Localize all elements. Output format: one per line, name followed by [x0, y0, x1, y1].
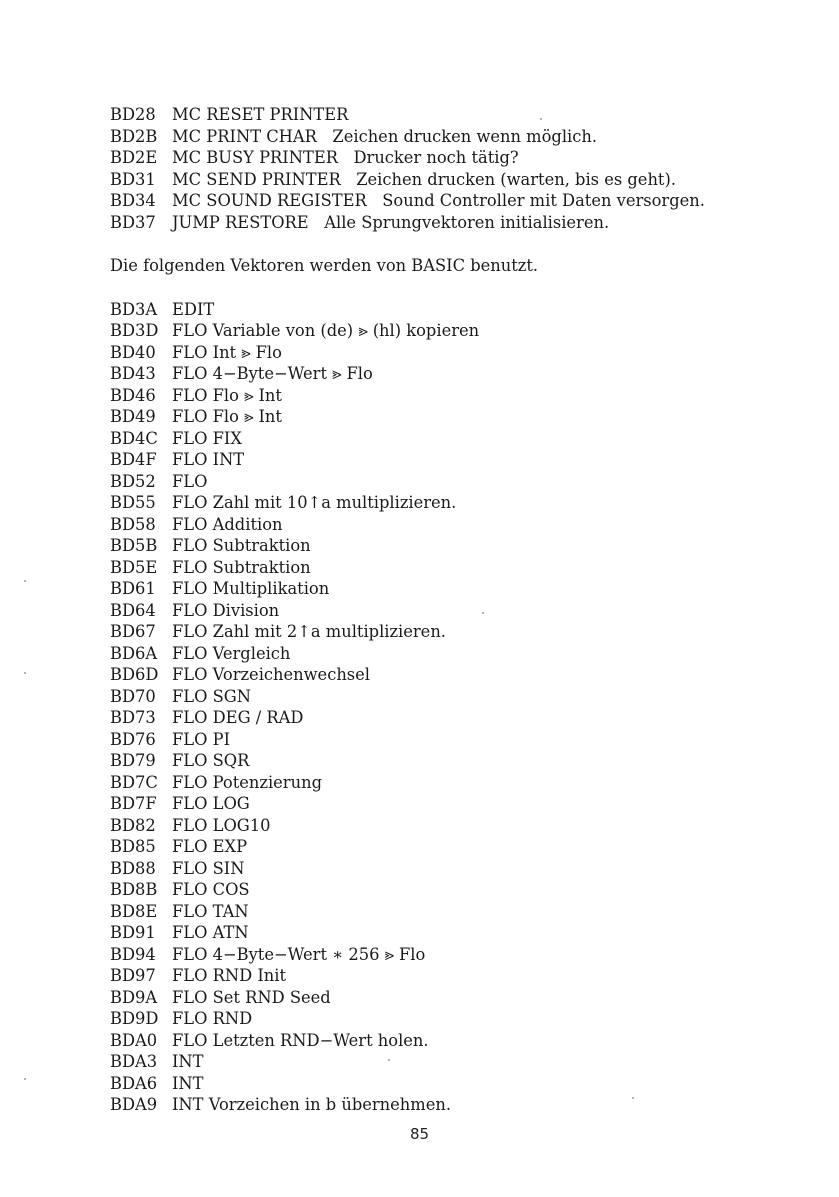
- vector-row: [110, 944, 810, 966]
- vector-address: BDA0: [110, 1030, 158, 1050]
- vector-address: BD43: [110, 364, 156, 383]
- page-number: 85: [409, 1125, 430, 1143]
- vector-row: [110, 965, 810, 987]
- vector-description: FLO Subtraktion: [172, 557, 311, 577]
- vector-row: [110, 987, 810, 1009]
- vector-description: MC BUSY PRINTER Drucker noch tätig?: [172, 148, 519, 167]
- vector-description: INT: [172, 1052, 204, 1071]
- vector-address: BD73: [110, 708, 156, 727]
- vector-row: [110, 212, 810, 234]
- scan-speck: [482, 612, 484, 614]
- vector-row: [110, 147, 810, 169]
- vector-description: FLO 4−Byte−Wert ⪢ Flo: [172, 364, 373, 383]
- vector-row: [110, 428, 810, 450]
- vector-description: FLO 4−Byte−Wert ∗ 256 ⪢ Flo: [172, 944, 426, 964]
- vector-description: FLO ATN: [172, 923, 249, 942]
- vector-description: MC SOUND REGISTER Sound Controller mit Daten versorgen.: [172, 191, 705, 210]
- intro-paragraph: Die folgenden Vektoren werden von BASIC benutzt.: [110, 256, 539, 275]
- vector-address: BD85: [110, 837, 156, 856]
- vector-address: BD31: [110, 169, 156, 189]
- vector-row: [110, 621, 810, 643]
- vector-row: [110, 901, 810, 923]
- vector-row: [110, 1051, 810, 1073]
- vector-description: FLO Multiplikation: [172, 579, 330, 598]
- vector-row: [110, 578, 810, 600]
- vector-row: [110, 750, 810, 772]
- vector-address: BD2E: [110, 148, 158, 167]
- vector-row: [110, 686, 810, 708]
- vector-address: BD3D: [110, 321, 159, 340]
- vector-description: FLO Vorzeichenwechsel: [172, 665, 370, 684]
- vector-address: BD67: [110, 622, 156, 641]
- vector-address: BD97: [110, 966, 156, 985]
- scan-speck: [632, 1097, 634, 1099]
- vector-row: [110, 299, 810, 321]
- vector-description: FLO Flo ⪢ Int: [172, 385, 282, 405]
- vector-address: BD6D: [110, 665, 159, 684]
- vector-row: [110, 449, 810, 471]
- vector-address: BD5B: [110, 536, 158, 555]
- vector-description: INT: [172, 1073, 204, 1093]
- vector-row: [110, 1094, 810, 1116]
- vector-description: FLO Int ⪢ Flo: [172, 342, 282, 362]
- vector-row: [110, 1008, 810, 1030]
- vector-address: BDA6: [110, 1073, 158, 1093]
- vector-row: [110, 320, 810, 342]
- vector-address: BD4F: [110, 450, 157, 469]
- vector-description: FLO INT: [172, 450, 245, 469]
- vector-row: [110, 879, 810, 901]
- vector-address: BD49: [110, 407, 156, 426]
- vector-address: BD64: [110, 600, 156, 620]
- vector-row: [110, 793, 810, 815]
- vector-table-printer: [110, 104, 810, 233]
- vector-description: FLO SQR: [172, 751, 250, 770]
- vector-address: BD82: [110, 815, 156, 835]
- vector-row: [110, 1073, 810, 1095]
- vector-row: [110, 363, 810, 385]
- vector-address: BD70: [110, 686, 156, 706]
- vector-description: FLO TAN: [172, 901, 249, 921]
- vector-description: FLO Potenzierung: [172, 772, 322, 792]
- vector-row: [110, 858, 810, 880]
- vector-description: FLO RND Init: [172, 966, 287, 985]
- vector-row: [110, 664, 810, 686]
- vector-description: MC RESET PRINTER: [172, 105, 349, 124]
- vector-row: [110, 406, 810, 428]
- vector-address: BDA3: [110, 1052, 158, 1071]
- vector-address: BD58: [110, 514, 156, 534]
- scan-speck: [24, 672, 26, 674]
- vector-address: BD28: [110, 105, 156, 124]
- vector-description: FLO Flo ⪢ Int: [172, 407, 282, 426]
- vector-description: FLO LOG: [172, 794, 250, 813]
- vector-row: [110, 190, 810, 212]
- vector-row: [110, 1030, 810, 1052]
- vector-address: BDA9: [110, 1095, 158, 1114]
- vector-address: BD61: [110, 579, 156, 598]
- vector-description: FLO SIN: [172, 858, 245, 878]
- vector-address: BD34: [110, 191, 156, 210]
- scan-speck: [540, 118, 542, 120]
- vector-description: FLO Variable von (de) ⪢ (hl) kopieren: [172, 321, 480, 340]
- vector-description: EDIT: [172, 299, 215, 319]
- vector-row: [110, 643, 810, 665]
- vector-description: FLO Zahl mit 2↑a multiplizieren.: [172, 622, 446, 641]
- vector-row: [110, 342, 810, 364]
- vector-row: [110, 815, 810, 837]
- vector-row: [110, 772, 810, 794]
- vector-description: FLO: [172, 471, 208, 491]
- vector-description: FLO Set RND Seed: [172, 987, 331, 1007]
- vector-description: FLO EXP: [172, 837, 248, 856]
- vector-address: BD37: [110, 212, 156, 232]
- vector-description: FLO DEG / RAD: [172, 708, 304, 727]
- vector-address: BD5E: [110, 557, 158, 577]
- vector-address: BD9A: [110, 987, 158, 1007]
- vector-row: [110, 535, 810, 557]
- vector-address: BD46: [110, 385, 156, 405]
- vector-address: BD76: [110, 729, 156, 749]
- vector-address: BD3A: [110, 299, 158, 319]
- vector-description: JUMP RESTORE Alle Sprungvektoren initialisieren.: [172, 212, 610, 232]
- vector-row: [110, 492, 810, 514]
- vector-description: MC PRINT CHAR Zeichen drucken wenn möglich.: [172, 126, 598, 146]
- vector-description: FLO Zahl mit 10↑a multiplizieren.: [172, 493, 457, 512]
- vector-address: BD52: [110, 471, 156, 491]
- vector-table-basic: [110, 299, 810, 1116]
- page-content: [110, 104, 810, 1116]
- vector-description: FLO FIX: [172, 428, 242, 448]
- vector-row: [110, 922, 810, 944]
- vector-description: FLO RND: [172, 1009, 253, 1028]
- vector-row: [110, 104, 810, 126]
- vector-description: FLO Addition: [172, 514, 283, 534]
- vector-address: BD8E: [110, 901, 158, 921]
- vector-description: FLO Letzten RND−Wert holen.: [172, 1030, 429, 1050]
- vector-address: BD40: [110, 342, 156, 362]
- vector-address: BD4C: [110, 428, 158, 448]
- vector-description: MC SEND PRINTER Zeichen drucken (warten, bis es geht).: [172, 169, 676, 189]
- vector-row: [110, 385, 810, 407]
- vector-address: BD94: [110, 944, 156, 964]
- vector-row: [110, 126, 810, 148]
- vector-row: [110, 169, 810, 191]
- vector-row: [110, 729, 810, 751]
- vector-address: BD91: [110, 923, 156, 942]
- vector-description: INT Vorzeichen in b übernehmen.: [172, 1095, 452, 1114]
- vector-row: [110, 471, 810, 493]
- vector-address: BD7C: [110, 772, 158, 792]
- vector-description: FLO Vergleich: [172, 643, 291, 663]
- vector-row: [110, 557, 810, 579]
- vector-description: FLO Subtraktion: [172, 536, 311, 555]
- vector-address: BD2B: [110, 126, 158, 146]
- vector-row: [110, 600, 810, 622]
- vector-row: [110, 836, 810, 858]
- scan-speck: [24, 1078, 26, 1080]
- vector-address: BD79: [110, 751, 156, 770]
- vector-address: BD7F: [110, 794, 157, 813]
- vector-description: FLO COS: [172, 880, 250, 899]
- vector-address: BD9D: [110, 1009, 159, 1028]
- vector-address: BD6A: [110, 643, 158, 663]
- vector-row: [110, 514, 810, 536]
- vector-description: FLO Division: [172, 600, 280, 620]
- scan-speck: [388, 1059, 390, 1061]
- scan-speck: [24, 580, 26, 582]
- vector-description: FLO PI: [172, 729, 231, 749]
- vector-description: FLO LOG10: [172, 815, 271, 835]
- vector-address: BD88: [110, 858, 156, 878]
- vector-description: FLO SGN: [172, 686, 252, 706]
- vector-address: BD8B: [110, 880, 158, 899]
- vector-row: [110, 707, 810, 729]
- vector-address: BD55: [110, 493, 156, 512]
